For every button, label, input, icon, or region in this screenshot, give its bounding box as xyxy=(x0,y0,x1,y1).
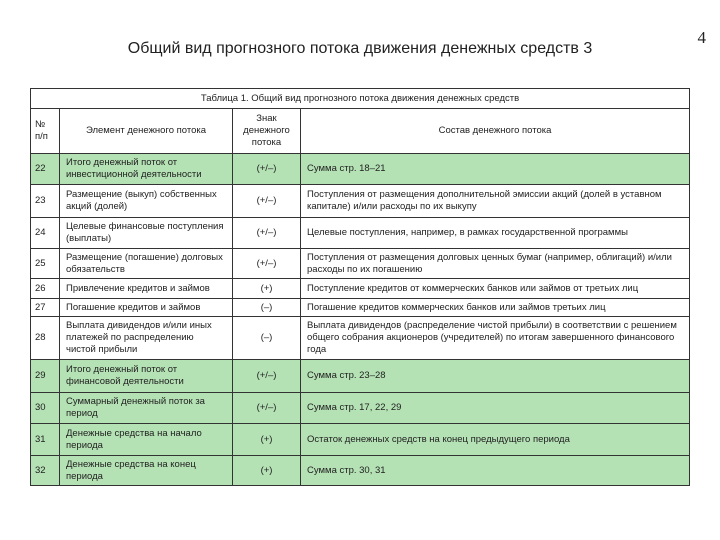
row-element: Денежные средства на конец периода xyxy=(60,456,233,486)
table-row xyxy=(31,456,690,486)
row-composition: Сумма стр. 23–28 xyxy=(301,360,690,393)
row-sign: (+) xyxy=(233,456,301,486)
row-sign: (–) xyxy=(233,299,301,317)
row-number: 29 xyxy=(31,360,60,393)
table-caption: Таблица 1. Общий вид прогнозного потока движения денежных средств xyxy=(31,89,690,109)
row-composition: Сумма стр. 17, 22, 29 xyxy=(301,393,690,424)
row-number: 24 xyxy=(31,218,60,249)
row-number: 30 xyxy=(31,393,60,424)
row-number: 23 xyxy=(31,185,60,218)
row-number: 25 xyxy=(31,249,60,279)
table-row xyxy=(31,218,690,249)
row-element: Размещение (выкуп) собственных акций (долей) xyxy=(60,185,233,218)
row-element: Выплата дивидендов и/или иных платежей по распределению чистой прибыли xyxy=(60,317,233,360)
row-sign: (+/–) xyxy=(233,218,301,249)
header-sign: Знак денежного потока xyxy=(233,109,301,154)
row-number: 27 xyxy=(31,299,60,317)
row-sign: (+/–) xyxy=(233,249,301,279)
row-composition: Поступление кредитов от коммерческих банков или займов от третьих лиц xyxy=(301,279,690,299)
row-sign: (–) xyxy=(233,317,301,360)
row-sign: (+) xyxy=(233,279,301,299)
table-row xyxy=(31,424,690,456)
row-element: Целевые финансовые поступления (выплаты) xyxy=(60,218,233,249)
row-composition: Сумма стр. 18–21 xyxy=(301,154,690,185)
row-element: Денежные средства на начало периода xyxy=(60,424,233,456)
row-number: 26 xyxy=(31,279,60,299)
row-element: Привлечение кредитов и займов xyxy=(60,279,233,299)
table-row xyxy=(31,154,690,185)
table-row xyxy=(31,279,690,299)
table-row xyxy=(31,299,690,317)
table-header-row xyxy=(31,109,690,154)
header-element: Элемент денежного потока xyxy=(60,109,233,154)
row-composition: Погашение кредитов коммерческих банков или займов третьих лиц xyxy=(301,299,690,317)
row-sign: (+/–) xyxy=(233,185,301,218)
row-composition: Целевые поступления, например, в рамках государственной программы xyxy=(301,218,690,249)
row-composition: Сумма стр. 30, 31 xyxy=(301,456,690,486)
row-sign: (+/–) xyxy=(233,360,301,393)
row-element: Итого денежный поток от инвестиционной деятельности xyxy=(60,154,233,185)
slide-title: Общий вид прогнозного потока движения денежных средств 3 xyxy=(127,40,593,57)
row-sign: (+/–) xyxy=(233,154,301,185)
cash-flow-table xyxy=(30,88,690,486)
page-number: 4 xyxy=(697,28,706,47)
row-element: Размещение (погашение) долговых обязательств xyxy=(60,249,233,279)
row-composition: Остаток денежных средств на конец предыдущего периода xyxy=(301,424,690,456)
row-number: 31 xyxy=(31,424,60,456)
table-row xyxy=(31,185,690,218)
table-row xyxy=(31,317,690,360)
row-element: Итого денежный поток от финансовой деятельности xyxy=(60,360,233,393)
table-row xyxy=(31,249,690,279)
table-row xyxy=(31,360,690,393)
header-composition: Состав денежного потока xyxy=(301,109,690,154)
header-number: № п/п xyxy=(31,109,60,154)
row-element: Погашение кредитов и займов xyxy=(60,299,233,317)
row-number: 32 xyxy=(31,456,60,486)
row-composition: Поступления от размещения дополнительной эмиссии акций (долей в уставном капитале) и/или расходы по их выкупу xyxy=(301,185,690,218)
row-element: Суммарный денежный поток за период xyxy=(60,393,233,424)
row-sign: (+) xyxy=(233,424,301,456)
table-row xyxy=(31,393,690,424)
row-composition: Поступления от размещения долговых ценных бумаг (например, облигаций) и/или расходы по их погашению xyxy=(301,249,690,279)
row-composition: Выплата дивидендов (распределение чистой прибыли) в соответствии с решением общего собрания акционеров (учредителей) по итогам завершенного финансового года xyxy=(301,317,690,360)
row-number: 22 xyxy=(31,154,60,185)
row-number: 28 xyxy=(31,317,60,360)
row-sign: (+/–) xyxy=(233,393,301,424)
